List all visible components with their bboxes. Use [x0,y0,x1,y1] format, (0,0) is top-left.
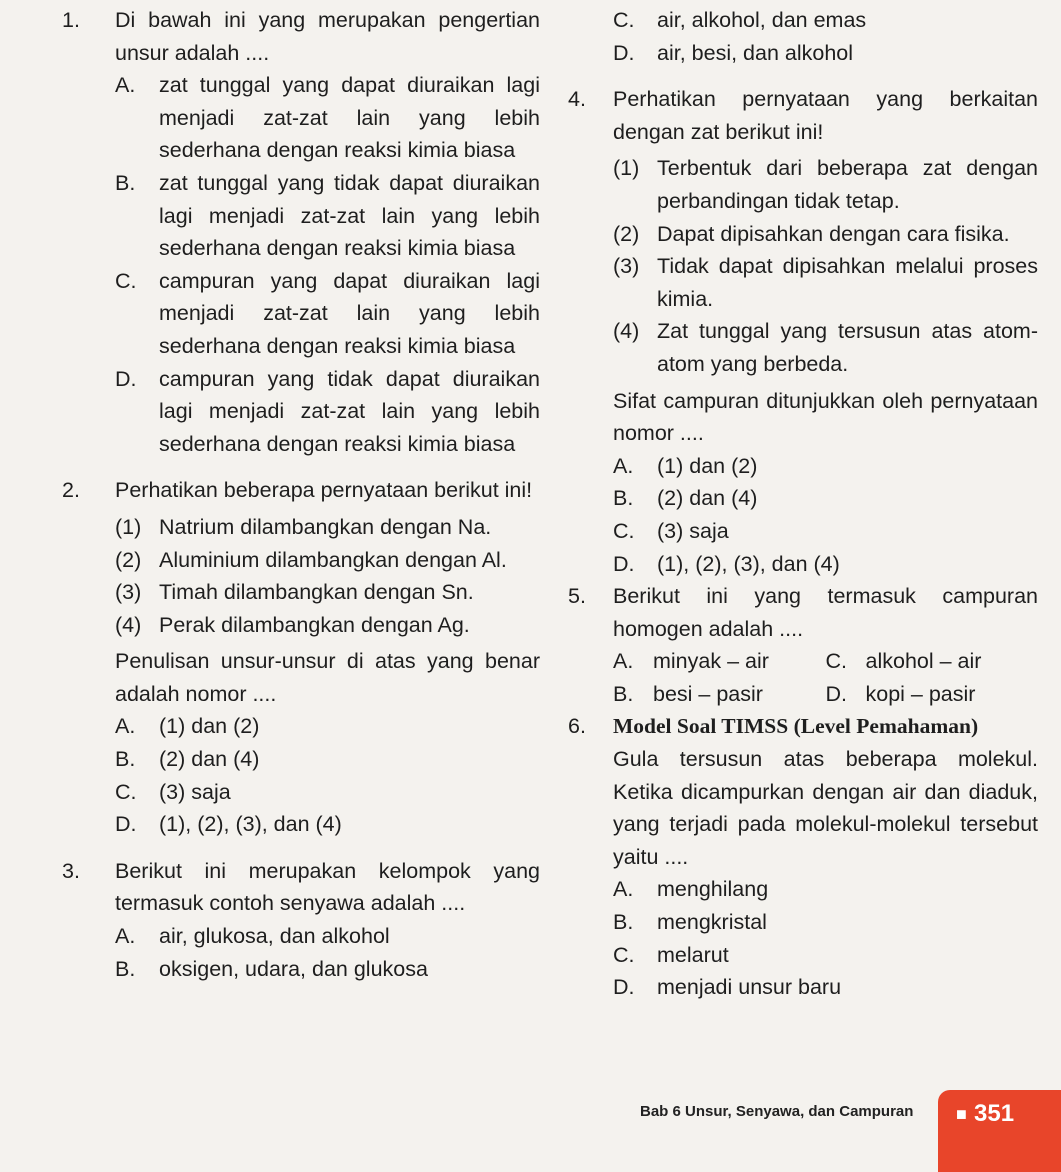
question-number: 1. [62,8,80,32]
page-number: 351 [974,1100,1015,1127]
option-c[interactable]: C. air, alkohol, dan emas [613,8,867,32]
option-a[interactable] [115,69,540,167]
right-column [568,4,1038,1004]
option-d[interactable]: D. (1), (2), (3), dan (4) [613,551,840,576]
option-b[interactable]: B. besi – pasir [613,681,763,706]
question-prompt: Penulisan unsur-unsur di atas yang benar adalah nomor .... [115,649,540,706]
option-a[interactable]: A. (1) dan (2) [613,453,758,478]
option-letter: C. [115,268,137,293]
question-3-continued [568,4,1038,69]
question-stem: Gula tersusun atas beberapa molekul. Ketika dicampurkan dengan air dan diaduk, yang terjadi pada molekul-molekul tersebut yaitu .... [613,747,1038,869]
option-c[interactable]: C. melarut [613,942,729,967]
question-number: 3. [62,858,80,883]
option-letter: D. [115,366,137,391]
options [115,69,540,460]
statement-3: (3) Timah dilambangkan dengan Sn. [115,580,474,605]
option-c[interactable]: C. alkohol – air [825,649,982,674]
question-number: 5. [568,584,586,609]
bullet-icon: ■ [956,1104,967,1124]
option-letter: B. [115,170,136,195]
option-letter: A. [115,73,136,98]
option-a[interactable]: A. minyak – air [613,649,769,674]
left-column [0,4,540,985]
question-6 [568,710,1038,1003]
option-d[interactable]: D. menjadi unsur baru [613,975,842,1000]
option-d[interactable] [115,363,540,461]
statement-4: (4) Zat tunggal yang tersusun atas atom-atom yang berbeda. [613,319,1038,376]
option-a[interactable]: A. (1) dan (2) [115,714,260,739]
question-stem: Perhatikan beberapa pernyataan berikut ini! [115,478,533,503]
question-stem: Di bawah ini yang merupakan pengertian unsur adalah .... [115,8,540,65]
question-number: 6. [568,714,586,739]
statement-2: (2) Aluminium dilambangkan dengan Al. [115,547,507,572]
question-number: 4. [568,87,586,112]
option-c[interactable]: C. (3) saja [613,518,729,543]
question-5 [568,580,1038,710]
option-c[interactable] [115,265,540,363]
option-text: zat tunggal yang tidak dapat diuraikan lagi menjadi zat-zat lain yang lebih sederhana dengan reaksi kimia biasa [159,170,540,261]
option-text: campuran yang tidak dapat diuraikan lagi menjadi zat-zat lain yang lebih sederhana dengan reaksi kimia biasa [159,366,540,456]
option-b[interactable]: B. mengkristal [613,910,767,935]
question-1 [0,4,540,460]
question-4 [568,83,1038,580]
question-stem: Berikut ini merupakan kelompok yang termasuk contoh senyawa adalah .... [115,858,540,916]
page-number-tab [938,1090,1061,1172]
option-text: zat tunggal yang dapat diuraikan lagi menjadi zat-zat lain yang lebih sederhana dengan reaksi kimia biasa [159,73,540,163]
option-d[interactable]: D. air, besi, dan alkohol [613,40,854,65]
option-b[interactable]: B. (2) dan (4) [613,486,758,511]
options-row [613,645,1038,678]
question-stem: Berikut ini yang termasuk campuran homogen adalah .... [613,584,1038,641]
question-number: 2. [62,478,80,503]
option-a[interactable]: A. air, glukosa, dan alkohol [115,924,390,949]
statement-2: (2) Dapat dipisahkan dengan cara fisika. [613,221,1010,246]
option-b[interactable]: B. (2) dan (4) [115,747,260,772]
question-3 [0,855,540,985]
chapter-footer: Bab 6 Unsur, Senyawa, dan Campuran [640,1103,914,1120]
option-d[interactable]: D. kopi – pasir [825,681,976,706]
question-prompt: Sifat campuran ditunjukkan oleh pernyataan nomor .... [613,388,1038,446]
question-stem: Perhatikan pernyataan yang berkaitan dengan zat berikut ini! [613,87,1038,144]
option-a[interactable]: A. menghilang [613,877,769,902]
question-2 [0,474,540,841]
statement-4: (4) Perak dilambangkan dengan Ag. [115,612,470,637]
options-row [613,678,1038,711]
option-text: campuran yang dapat diuraikan lagi menjadi zat-zat lain yang lebih sederhana dengan reaksi kimia biasa [159,268,540,358]
statement-3: (3) Tidak dapat dipisahkan melalui proses kimia. [613,254,1038,311]
question-heading: Model Soal TIMSS (Level Pemahaman) [613,714,979,739]
option-c[interactable]: C. (3) saja [115,779,231,804]
statement-1: (1) Natrium dilambangkan dengan Na. [115,514,492,539]
option-b[interactable] [115,167,540,265]
option-b[interactable]: B. oksigen, udara, dan glukosa [115,956,428,981]
statement-1: (1) Terbentuk dari beberapa zat dengan perbandingan tidak tetap. [613,156,1038,213]
option-d[interactable]: D. (1), (2), (3), dan (4) [115,812,342,837]
